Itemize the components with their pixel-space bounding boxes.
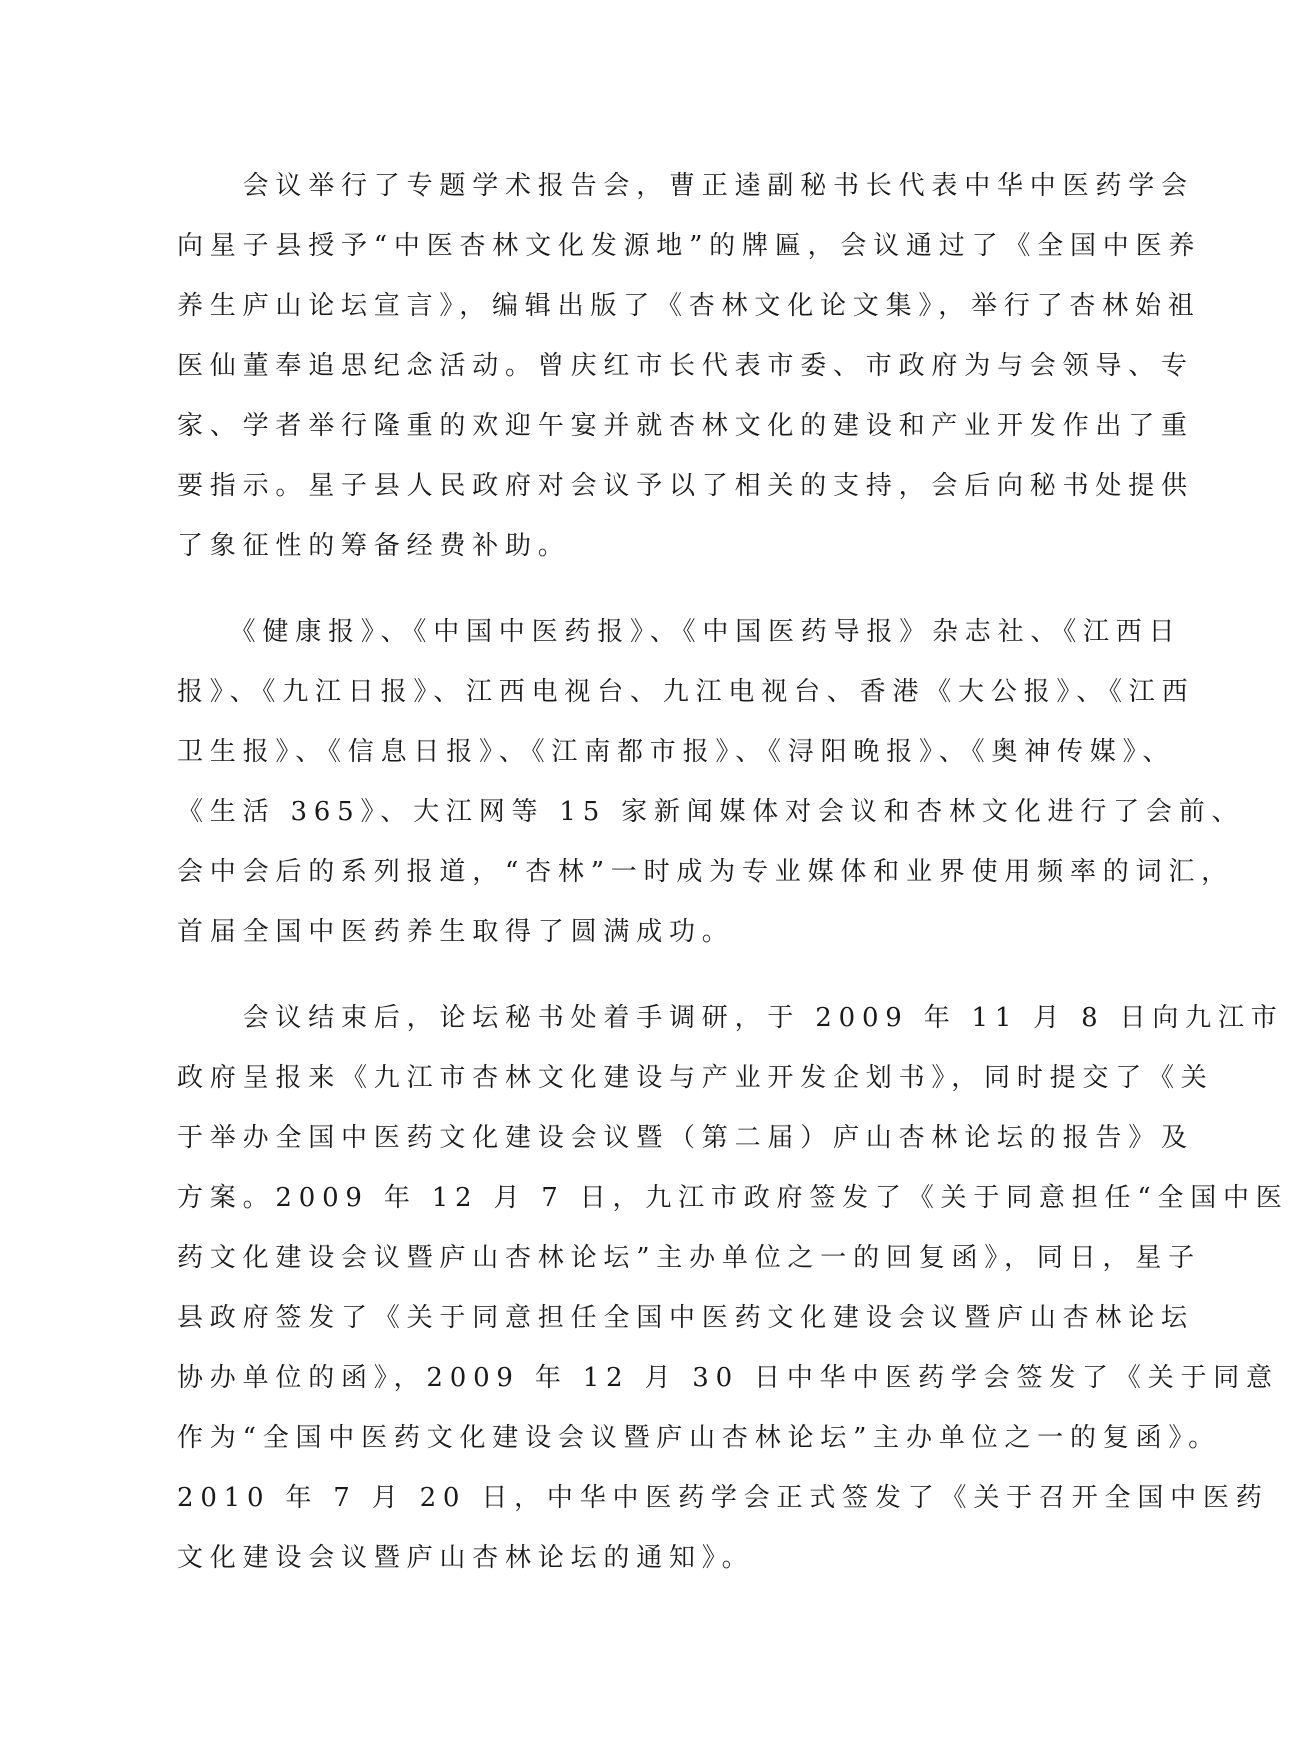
text-line: 《健康报》、《中国中医药报》、《中国医药导报》杂志社、《江西日 <box>177 617 1182 647</box>
text-line: 方案。2009 年 12 月 7 日，九江市政府签发了《关于同意担任“全国中医 <box>177 1183 1289 1213</box>
text-line: 养生庐山论坛宣言》，编辑出版了《杏林文化论文集》，举行了杏林始祖 <box>177 291 1201 321</box>
paragraph-media-coverage <box>177 602 1245 962</box>
text-line: 医仙董奉追思纪念活动。曾庆红市长代表市委、市政府为与会领导、专 <box>177 351 1194 381</box>
text-line: 会中会后的系列报道，“杏林”一时成为专业媒体和业界使用频率的词汇， <box>177 857 1234 887</box>
paragraph-spacer <box>177 962 1069 988</box>
text-line: 药文化建设会议暨庐山杏林论坛”主办单位之一的回复函》，同日，星子 <box>177 1243 1201 1273</box>
text-line: 要指示。星子县人民政府对会议予以了相关的支持，会后向秘书处提供 <box>177 471 1194 501</box>
text-line: 首届全国中医药养生取得了圆满成功。 <box>177 917 735 947</box>
text-line: 卫生报》、《信息日报》、《江南都市报》、《浔阳晚报》、《奥神传媒》、 <box>177 737 1176 767</box>
text-line: 文化建设会议暨庐山杏林论坛的通知》。 <box>177 1543 755 1573</box>
text-line: 协办单位的函》，2009 年 12 月 30 日中华中医药学会签发了《关于同意 <box>177 1363 1279 1393</box>
text-line: 政府呈报来《九江市杏林文化建设与产业开发企划书》，同时提交了《关 <box>177 1063 1214 1093</box>
paragraph-follow-up <box>177 988 1289 1588</box>
text-line: 会议结束后，论坛秘书处着手调研，于 2009 年 11 月 8 日向九江市 <box>177 1003 1284 1033</box>
paragraph-conference-report <box>177 156 1202 576</box>
text-line: 向星子县授予“中医杏林文化发源地”的牌匾，会议通过了《全国中医养 <box>177 231 1202 261</box>
document-body <box>177 156 1289 1588</box>
text-line: 作为“全国中医药文化建设会议暨庐山杏林论坛”主办单位之一的复函》。 <box>177 1423 1221 1453</box>
text-line: 2010 年 7 月 20 日，中华中医药学会正式签发了《关于召开全国中医药 <box>177 1483 1269 1513</box>
text-line: 报》、《九江日报》、江西电视台、九江电视台、香港《大公报》、《江西 <box>177 677 1195 707</box>
text-line: 会议举行了专题学术报告会，曹正逵副秘书长代表中华中医药学会 <box>177 171 1194 201</box>
text-line: 《生活 365》、大江网等 15 家新闻媒体对会议和杏林文化进行了会前、 <box>177 797 1245 827</box>
text-line: 家、学者举行隆重的欢迎午宴并就杏林文化的建设和产业开发作出了重 <box>177 411 1194 441</box>
text-line: 县政府签发了《关于同意担任全国中医药文化建设会议暨庐山杏林论坛 <box>177 1303 1194 1333</box>
text-line: 于举办全国中医药文化建设会议暨（第二届）庐山杏林论坛的报告》及 <box>177 1123 1194 1153</box>
paragraph-spacer <box>177 576 1069 602</box>
text-line: 了象征性的筹备经费补助。 <box>177 531 571 561</box>
